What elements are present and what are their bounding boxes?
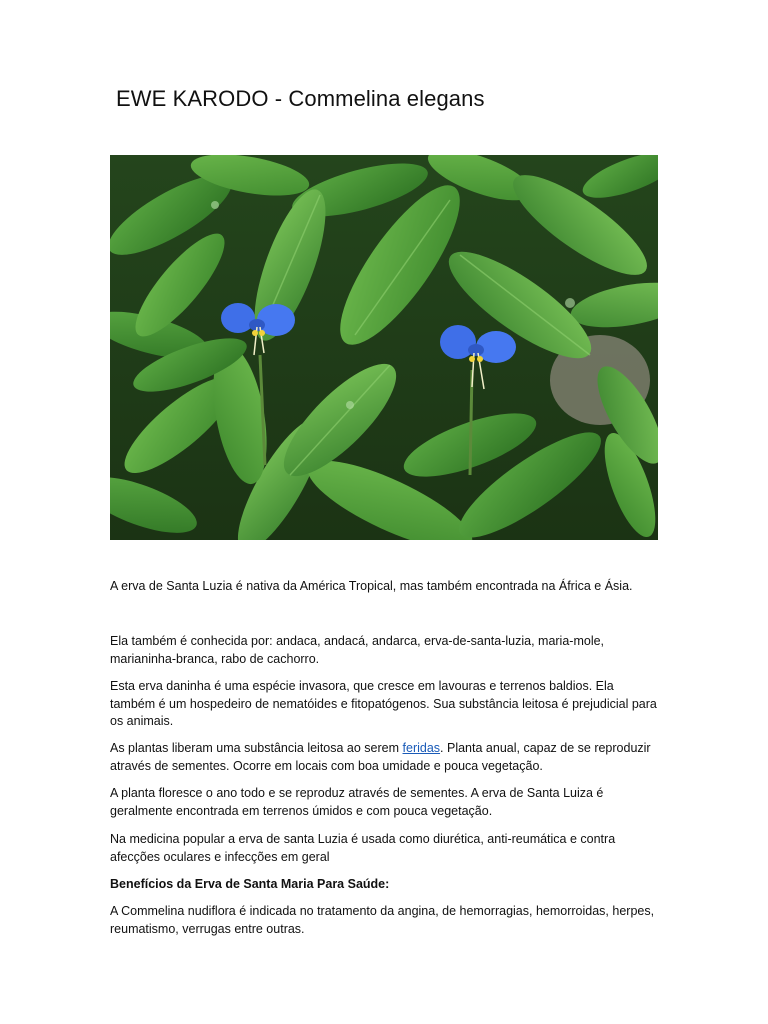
paragraph-benefits: A Commelina nudiflora é indicada no tratamento da angina, de hemorragias, hemorroidas, herpes, reumatismo, verrugas entre outras. xyxy=(110,904,655,936)
plant-photo xyxy=(110,155,658,540)
feridas-link[interactable]: feridas xyxy=(402,741,441,755)
paragraph-origin: A erva de Santa Luzia é nativa da América Tropical, mas também encontrada na África e Ásia. xyxy=(110,579,633,593)
paragraph-reproduction xyxy=(110,740,658,775)
paragraph-text: . Planta anual, capaz de se reproduzir através de sementes. Ocorre em locais com boa umidade e pouca vegetação. xyxy=(110,741,651,773)
paragraph-common-names: Ela também é conhecida por: andaca, andacá, andarca, erva-de-santa-luzia, maria-mole, marianinha-branca, rabo de cachorro. xyxy=(110,634,605,666)
paragraph-invasive: Esta erva daninha é uma espécie invasora, que cresce em lavouras e terrenos baldios. Ela também é um hospedeiro de nematóides e fitopatógenos. Sua substância leitosa é prejudicial para os animais. xyxy=(110,679,657,728)
page-title: EWE KARODO - Commelina elegans xyxy=(116,86,485,111)
paragraph-medicine: Na medicina popular a erva de santa Luzia é usada como diurética, anti-reumática e contra afecções oculares e infecções em geral xyxy=(110,832,616,864)
paragraph-flowering: A planta floresce o ano todo e se reproduz através de sementes. A erva de Santa Luiza é geralmente encontrada em terrenos úmidos e com pouca vegetação. xyxy=(110,786,604,818)
paragraph-text: As plantas liberam uma substância leitosa ao serem xyxy=(110,741,403,755)
benefits-heading: Benefícios da Erva de Santa Maria Para Saúde: xyxy=(110,877,390,891)
